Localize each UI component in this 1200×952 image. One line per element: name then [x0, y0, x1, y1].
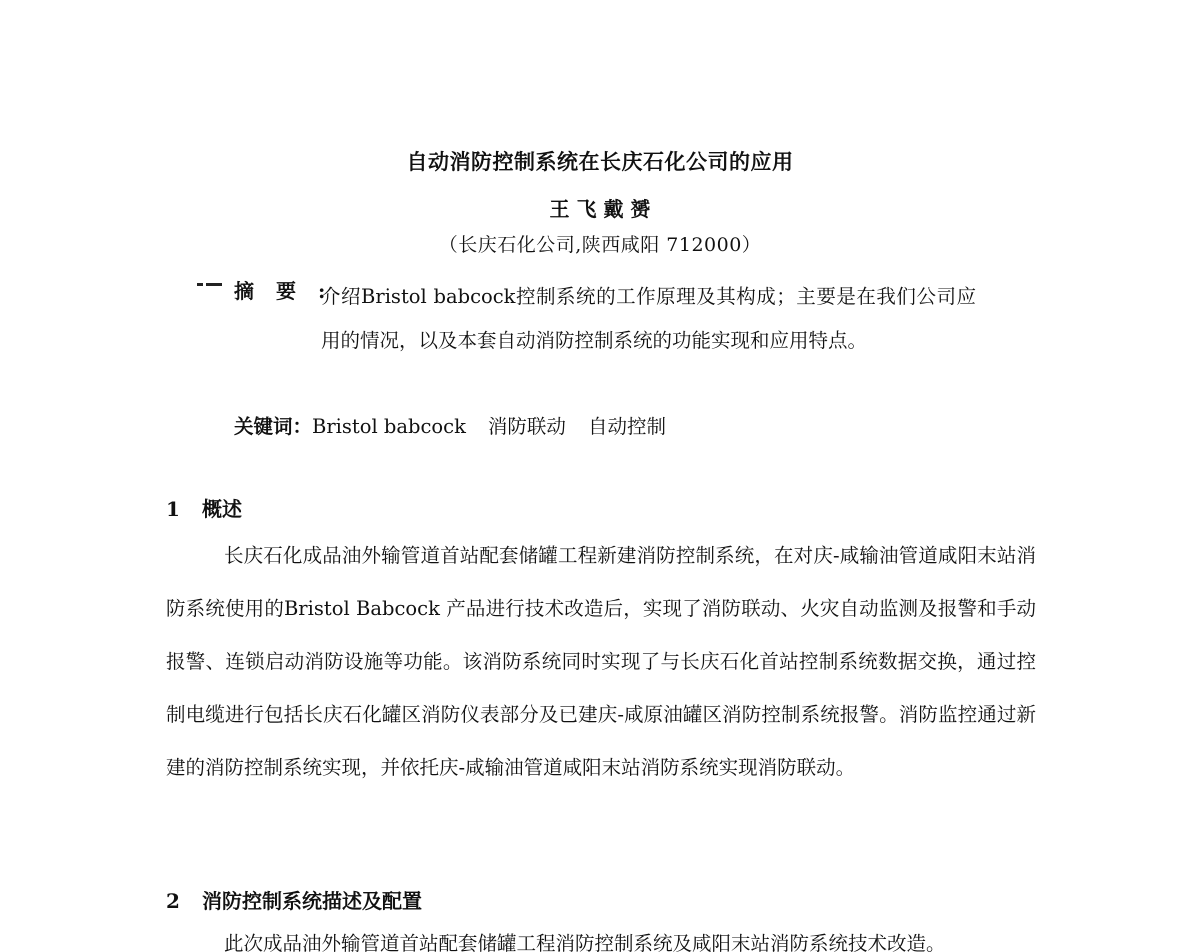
section-title: 概述 — [202, 497, 242, 521]
keyword-item: 消防联动 — [487, 415, 566, 438]
keyword-item: Bristol babcock — [312, 415, 466, 438]
keyword-item: 自动控制 — [587, 415, 666, 438]
section-paragraph: 长庆石化成品油外输管道首站配套储罐工程新建消防控制系统，在对庆-咸输油管道咸阳末站消防系统使用的Bristol Babcock 产品进行技术改造后，实现了消防联动、火灾自动监测及报警和手动报警、连锁启动消防设施等功能。该消防系统同时实现了与长庆石化首站控制系统数据交换，通过控制电缆进行包括长庆石化罐区消防仪表部分及已建庆-咸原油罐区消防控制系统报警。消防监控通过新建的消防控制系统实现，并依托庆-咸输油管道咸阳末站消防系统实现消防联动。 — [166, 544, 1036, 779]
scan-artifact — [197, 283, 227, 287]
keywords — [234, 411, 688, 439]
section-title: 消防控制系统描述及配置 — [202, 889, 422, 913]
section-number: 2 — [166, 889, 180, 913]
paper-authors: 王 飞 戴 赟 — [549, 197, 651, 221]
abstract-label: 摘要: — [234, 279, 348, 303]
section-heading — [166, 493, 242, 522]
keywords-label: 关键词： — [234, 415, 313, 438]
paper-affiliation: （长庆石化公司,陕西咸阳 712000） — [438, 234, 762, 256]
section-paragraph: 此次成品油外输管道首站配套储罐工程消防控制系统及咸阳末站消防系统技术改造。 — [224, 932, 946, 952]
abstract-text: 介绍Bristol babcock控制系统的工作原理及其构成；主要是在我们公司应用的情况，以及本套自动消防控制系统的功能实现和应用特点。 — [321, 285, 976, 352]
section-number: 1 — [166, 497, 180, 521]
section-heading — [166, 885, 422, 914]
paper-title: 自动消防控制系统在长庆石化公司的应用 — [406, 149, 794, 174]
